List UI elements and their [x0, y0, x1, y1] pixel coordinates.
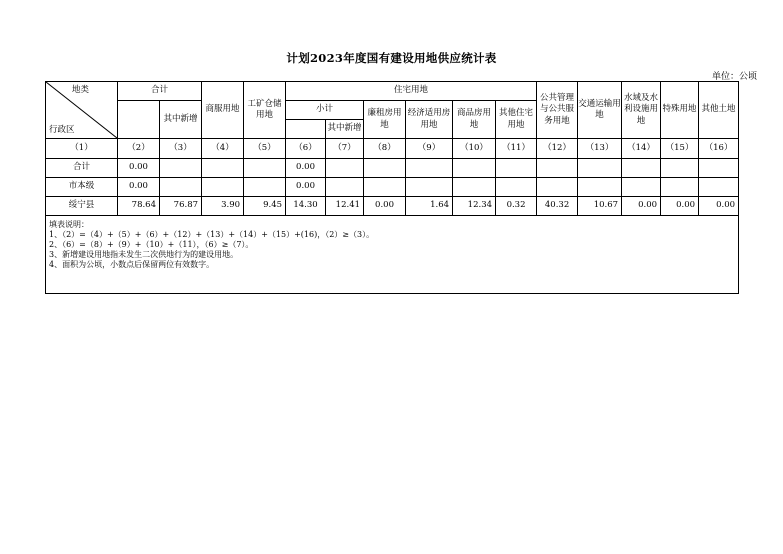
cell-value: [622, 159, 661, 178]
header-total-new: 其中新增: [160, 101, 202, 139]
cell-value: 0.00: [286, 159, 326, 178]
land-supply-table: [45, 81, 739, 294]
cell-value: [537, 159, 578, 178]
table-row: [46, 197, 739, 216]
cell-value: 0.00: [661, 197, 699, 216]
header-res-lowrent: 廉租房用地: [364, 101, 406, 139]
page-title: 计划2023年度国有建设用地供应统计表: [286, 51, 497, 65]
row-name: 绥宁县: [46, 197, 118, 216]
col-number: （4）: [202, 139, 244, 159]
header-res-other: 其他住宅用地: [496, 101, 537, 139]
header-public: 公共管理与公共服务用地: [537, 82, 578, 139]
cell-value: 76.87: [160, 197, 202, 216]
header-total-sum: [118, 101, 160, 139]
note-line: 3、新增建设用地指未发生二次供地行为的建设用地。: [49, 250, 239, 259]
col-number: （5）: [244, 139, 286, 159]
cell-value: [364, 178, 406, 197]
header-district: 行政区: [49, 124, 75, 135]
col-number: （8）: [364, 139, 406, 159]
cell-value: [661, 159, 699, 178]
cell-value: [406, 159, 453, 178]
header-other: 其他土地: [699, 82, 739, 139]
row-name: 市本级: [46, 178, 118, 197]
cell-value: 12.34: [453, 197, 496, 216]
cell-value: 1.64: [406, 197, 453, 216]
row-name: 合计: [46, 159, 118, 178]
cell-value: [578, 178, 622, 197]
cell-value: [326, 159, 364, 178]
header-res-subtotal-sum: [286, 120, 326, 139]
cell-value: [453, 159, 496, 178]
cell-value: [496, 178, 537, 197]
col-number: （11）: [496, 139, 537, 159]
cell-value: 12.41: [326, 197, 364, 216]
header-commercial: 商服用地: [202, 82, 244, 139]
cell-value: 0.00: [286, 178, 326, 197]
cell-value: 0.00: [118, 178, 160, 197]
note-line: 4、面积为公顷，小数点后保留两位有效数字。: [49, 260, 215, 269]
notes-cell: [46, 216, 739, 294]
col-number: （12）: [537, 139, 578, 159]
header-residential: 住宅用地: [286, 82, 537, 101]
note-line: 1、（2）=（4）+（5）+（6）+（12）+（13）+（14）+（15）+(16)，（2）≥（3）。: [49, 230, 375, 239]
header-industrial: 工矿仓储用地: [244, 82, 286, 139]
col-number: （1）: [46, 139, 118, 159]
cell-value: 10.67: [578, 197, 622, 216]
cell-value: 0.32: [496, 197, 537, 216]
cell-value: [202, 159, 244, 178]
cell-value: 9.45: [244, 197, 286, 216]
cell-value: [699, 159, 739, 178]
unit-label: 单位：公顷: [711, 72, 757, 82]
col-number: （10）: [453, 139, 496, 159]
cell-value: [160, 178, 202, 197]
col-number: （13）: [578, 139, 622, 159]
diagonal-header-cell: [46, 82, 118, 139]
header-land-type: 地类: [72, 85, 90, 95]
table-row: [46, 178, 739, 197]
header-transport: 交通运输用地: [578, 82, 622, 139]
header-res-affordable: 经济适用房用地: [406, 101, 453, 139]
cell-value: 78.64: [118, 197, 160, 216]
cell-value: [699, 178, 739, 197]
cell-value: [364, 159, 406, 178]
col-number: （7）: [326, 139, 364, 159]
cell-value: [622, 178, 661, 197]
header-water: 水域及水利设施用地: [622, 82, 661, 139]
header-special: 特殊用地: [661, 82, 699, 139]
col-number: （14）: [622, 139, 661, 159]
cell-value: [453, 178, 496, 197]
cell-value: [244, 159, 286, 178]
col-number: （2）: [118, 139, 160, 159]
col-number: （6）: [286, 139, 326, 159]
cell-value: 0.00: [364, 197, 406, 216]
col-number: （15）: [661, 139, 699, 159]
header-total: 合计: [118, 82, 202, 101]
cell-value: 3.90: [202, 197, 244, 216]
cell-value: [202, 178, 244, 197]
cell-value: [160, 159, 202, 178]
notes-heading: 填表说明：: [49, 220, 89, 229]
cell-value: 0.00: [622, 197, 661, 216]
cell-value: 40.32: [537, 197, 578, 216]
cell-value: [326, 178, 364, 197]
cell-value: [537, 178, 578, 197]
header-res-subtotal: 小计: [286, 101, 364, 120]
cell-value: 0.00: [118, 159, 160, 178]
col-number: （3）: [160, 139, 202, 159]
cell-value: 14.30: [286, 197, 326, 216]
col-number: （16）: [699, 139, 739, 159]
table-row: [46, 159, 739, 178]
column-number-row: [46, 139, 739, 159]
cell-value: 0.00: [699, 197, 739, 216]
header-res-commodity: 商品房用地: [453, 101, 496, 139]
cell-value: [661, 178, 699, 197]
note-line: 2、（6）=（8）+（9）+（10）+（11），（6）≥（7）。: [49, 240, 254, 249]
cell-value: [244, 178, 286, 197]
cell-value: [406, 178, 453, 197]
col-number: （9）: [406, 139, 453, 159]
cell-value: [496, 159, 537, 178]
header-res-new: 其中新增: [326, 120, 364, 139]
cell-value: [578, 159, 622, 178]
